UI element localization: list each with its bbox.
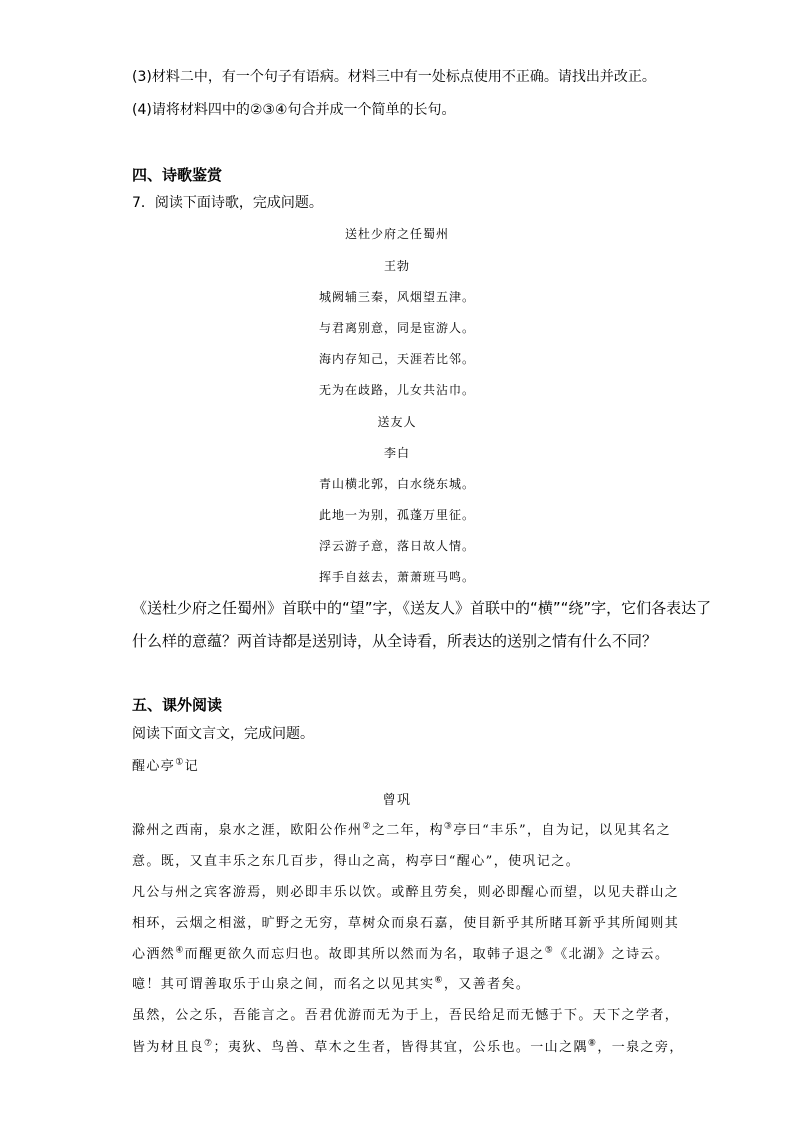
footnote-marker: ④ — [175, 945, 185, 956]
poem-1-line: 海内存知己，天涯若比邻。 — [318, 352, 475, 366]
passage-line: 噫！其可谓善取乐于山泉之间，而名之以见其实⑥，又善者矣。 — [132, 975, 531, 992]
passage-line: 心洒然④而醒更欲久而忘归也。故即其所以然而为名，取韩子退之⑤《北湖》之诗云。 — [132, 945, 670, 962]
passage-line: 相环，云烟之相滋，旷野之无穷，草树众而泉石嘉，使目新乎其所睹耳新乎其所闻则其 — [132, 916, 680, 931]
footnote-marker: ③ — [443, 821, 454, 832]
passage-line: 虽然，公之乐，吾能言之。吾君优游而无为于上，吾民给足而无憾于下。天下之学者， — [132, 1008, 680, 1023]
poem-2-line: 挥手自兹去，萧萧班马鸣。 — [318, 570, 475, 584]
passage-line: 皆为材且良⑦；夷狄、鸟兽、草木之生者，皆得其宜，公乐也。一山之隅⑧，一泉之旁， — [132, 1038, 684, 1055]
footnote-marker: ① — [175, 757, 185, 768]
poem-2-line: 此地一为别，孤蓬万里征。 — [318, 508, 475, 522]
section-5-intro: 阅读下面文言文，完成问题。 — [132, 726, 314, 742]
question-7-text: 《送杜少府之任蜀州》首联中的“望”字，《送友人》首联中的“横”“绕”字，它们各表达了 — [132, 599, 712, 617]
passage-line: 凡公与州之宾客游焉，则必即丰乐以饮。或醉且劳矣，则必即醒心而望，以见夫群山之 — [132, 885, 680, 900]
passage-author: 曾巩 — [382, 793, 412, 808]
question-7-text: 什么样的意蕴？两首诗都是送别诗，从全诗看，所表达的送别之情有什么不同？ — [132, 632, 658, 650]
poem-2-line: 青山横北郭，白水绕东城。 — [318, 477, 475, 491]
question-6-sub-3: (3)材料二中，有一个句子有语病。材料三中有一处标点使用不正确。请找出并改正。 — [132, 69, 656, 85]
poem-1-title: 送杜少府之任蜀州 — [344, 227, 449, 241]
poem-1-line: 与君离别意，同是宦游人。 — [318, 321, 475, 335]
footnote-marker: ⑤ — [544, 945, 555, 956]
footnote-marker: ⑥ — [434, 975, 444, 986]
poem-2-author: 李白 — [383, 446, 410, 460]
poem-1-line: 城阙辅三秦，风烟望五津。 — [318, 290, 475, 304]
footnote-marker: ⑦ — [204, 1038, 214, 1049]
poem-2-line: 浮云游子意，落日故人情。 — [318, 539, 475, 553]
passage-title: 醒心亭①记 — [132, 757, 200, 774]
poem-2-title: 送友人 — [377, 415, 417, 429]
question-7-intro: 7．阅读下面诗歌，完成问题。 — [132, 195, 323, 211]
question-6-sub-4: (4)请将材料四中的②③④句合并成一个简单的长句。 — [132, 102, 456, 118]
section-5-heading: 五、课外阅读 — [132, 696, 223, 714]
footnote-marker: ⑧ — [587, 1038, 598, 1049]
section-4-heading: 四、诗歌鉴赏 — [132, 166, 223, 184]
poem-1-line: 无为在歧路，儿女共沾巾。 — [318, 383, 475, 397]
footnote-marker: ② — [362, 821, 372, 832]
passage-line: 意。既，又直丰乐之东几百步，得山之高，构亭曰“醒心”，使巩记之。 — [132, 854, 581, 869]
poem-1-author: 王勃 — [383, 259, 410, 273]
passage-line: 滁州之西南，泉水之涯，欧阳公作州②之二年，构③亭曰“丰乐”，自为记，以见其名之 — [132, 821, 672, 838]
